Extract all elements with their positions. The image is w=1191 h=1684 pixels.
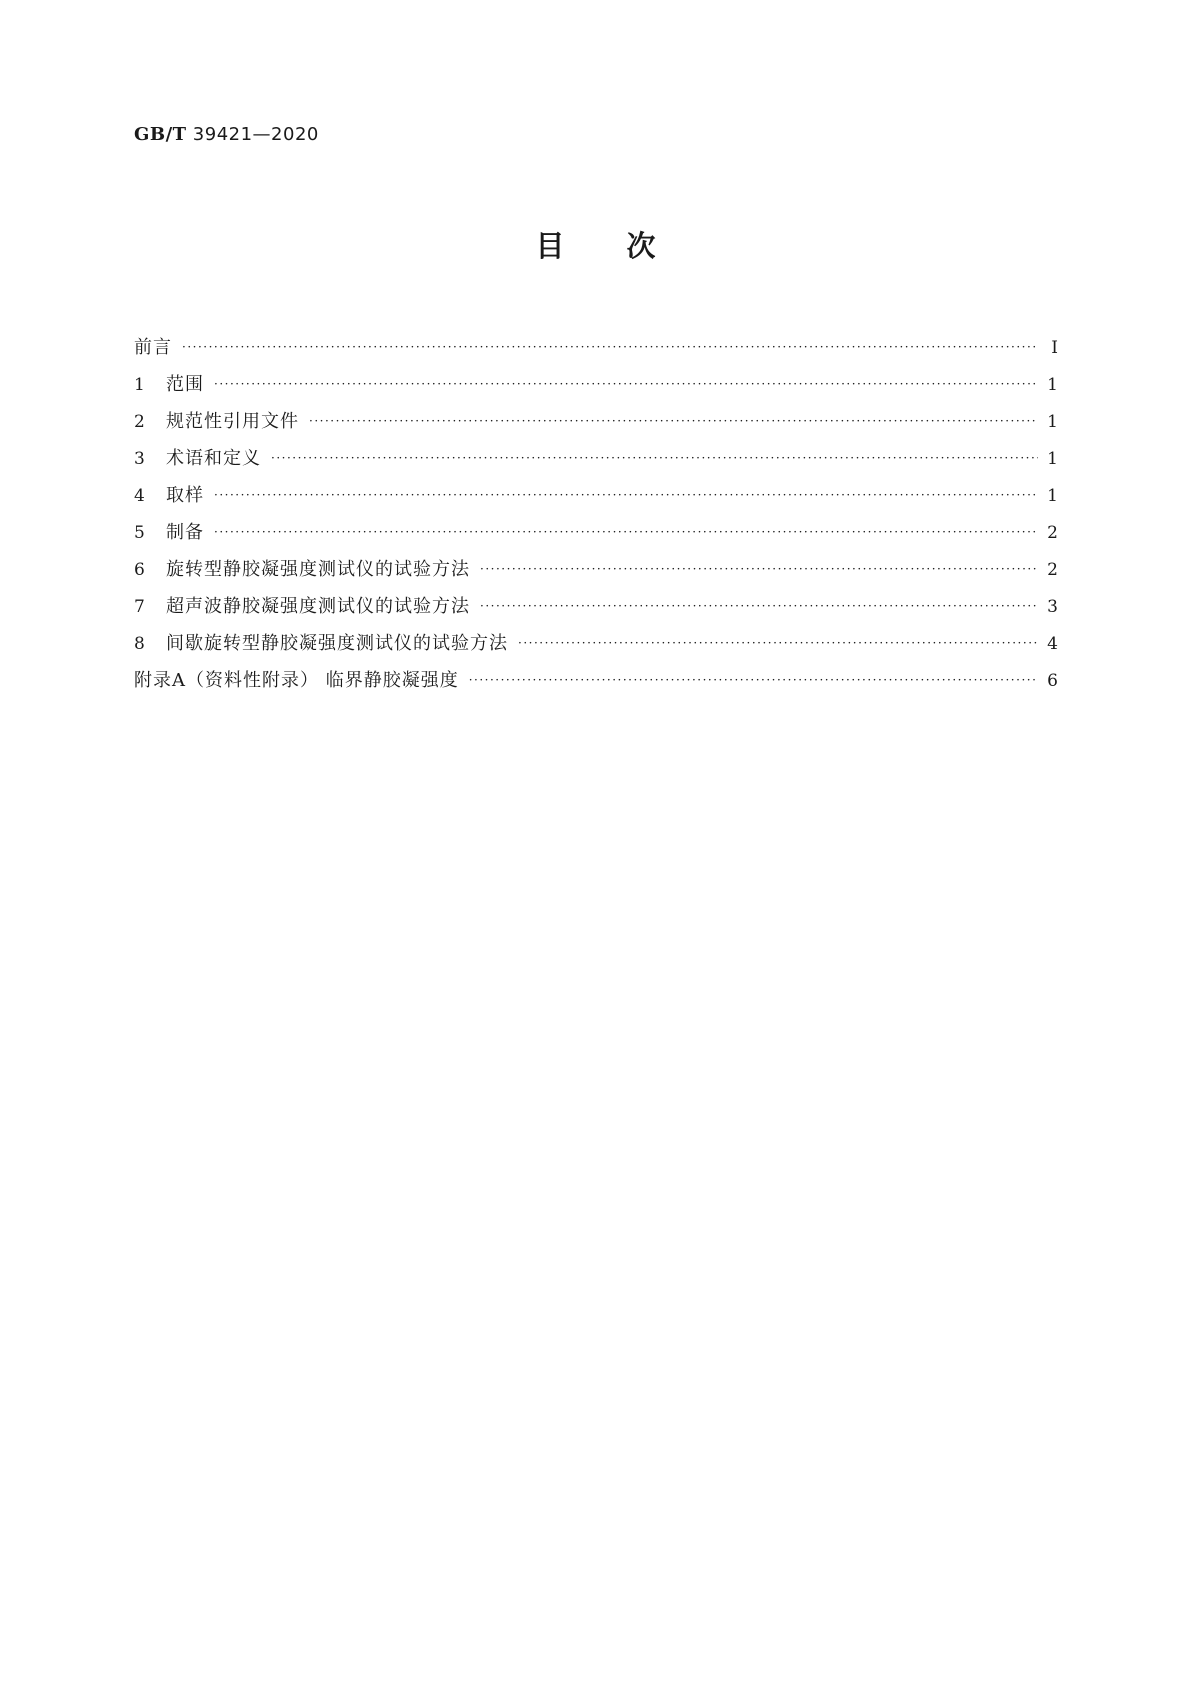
standard-prefix: GB/T — [134, 124, 187, 145]
toc-leader-dots — [214, 374, 1038, 394]
toc-entry-page: 1 — [1047, 449, 1058, 469]
toc-entry-label: 间歇旋转型静胶凝强度测试仪的试验方法 — [166, 633, 508, 654]
toc-entry-8[interactable] — [134, 619, 1058, 656]
toc-entry-5[interactable] — [134, 508, 1058, 545]
toc-entry-number: 6 — [134, 560, 145, 580]
toc-leader-dots — [271, 448, 1038, 468]
toc-entry-page: 4 — [1047, 634, 1058, 654]
toc-entry-number: 5 — [134, 523, 145, 543]
toc-entry-2[interactable] — [134, 397, 1058, 434]
toc-entry-label: 旋转型静胶凝强度测试仪的试验方法 — [166, 559, 470, 580]
toc-entry-page: 1 — [1047, 375, 1058, 395]
toc-entry-label: 制备 — [166, 522, 204, 543]
toc-entry-number: 7 — [134, 597, 145, 617]
toc-entry-page: 1 — [1047, 412, 1058, 432]
toc-entry-6[interactable] — [134, 545, 1058, 582]
toc-leader-dots — [518, 633, 1038, 653]
toc-leader-dots — [469, 670, 1038, 690]
toc-entry-label: 前言 — [134, 337, 172, 358]
toc-entry-label: 范围 — [166, 374, 204, 395]
toc-leader-dots — [182, 337, 1038, 357]
toc-entry-appendix-a[interactable] — [134, 656, 1058, 693]
toc-leader-dots — [480, 559, 1038, 579]
toc-entry-7[interactable] — [134, 582, 1058, 619]
standard-code — [134, 124, 319, 145]
toc-entry-1[interactable] — [134, 360, 1058, 397]
toc-entry-page: 2 — [1047, 560, 1058, 580]
toc-entry-page: Ⅰ — [1051, 338, 1058, 358]
toc-entry-page: 2 — [1047, 523, 1058, 543]
toc-entry-number: 1 — [134, 375, 145, 395]
toc-entry-label: 取样 — [166, 485, 204, 506]
toc-entry-number: 8 — [134, 634, 145, 654]
toc-entry-number: 3 — [134, 449, 145, 469]
table-of-contents — [134, 323, 1058, 693]
toc-leader-dots — [214, 522, 1038, 542]
toc-leader-dots — [480, 596, 1038, 616]
toc-entry-number: 4 — [134, 486, 145, 506]
toc-entry-page: 6 — [1047, 671, 1058, 691]
toc-leader-dots — [214, 485, 1038, 505]
toc-entry-4[interactable] — [134, 471, 1058, 508]
standard-number: 39421—2020 — [192, 124, 319, 145]
toc-entry-page: 3 — [1047, 597, 1058, 617]
toc-entry-3[interactable] — [134, 434, 1058, 471]
toc-entry-preface[interactable] — [134, 323, 1058, 360]
toc-entry-page: 1 — [1047, 486, 1058, 506]
toc-leader-dots — [309, 411, 1038, 431]
toc-entry-label: 术语和定义 — [166, 448, 261, 469]
page-title: 目次 — [535, 229, 718, 263]
toc-entry-label: 附录A（资料性附录） 临界静胶凝强度 — [134, 670, 459, 691]
toc-entry-number: 2 — [134, 412, 145, 432]
toc-entry-label: 规范性引用文件 — [166, 411, 299, 432]
toc-entry-label: 超声波静胶凝强度测试仪的试验方法 — [166, 596, 470, 617]
